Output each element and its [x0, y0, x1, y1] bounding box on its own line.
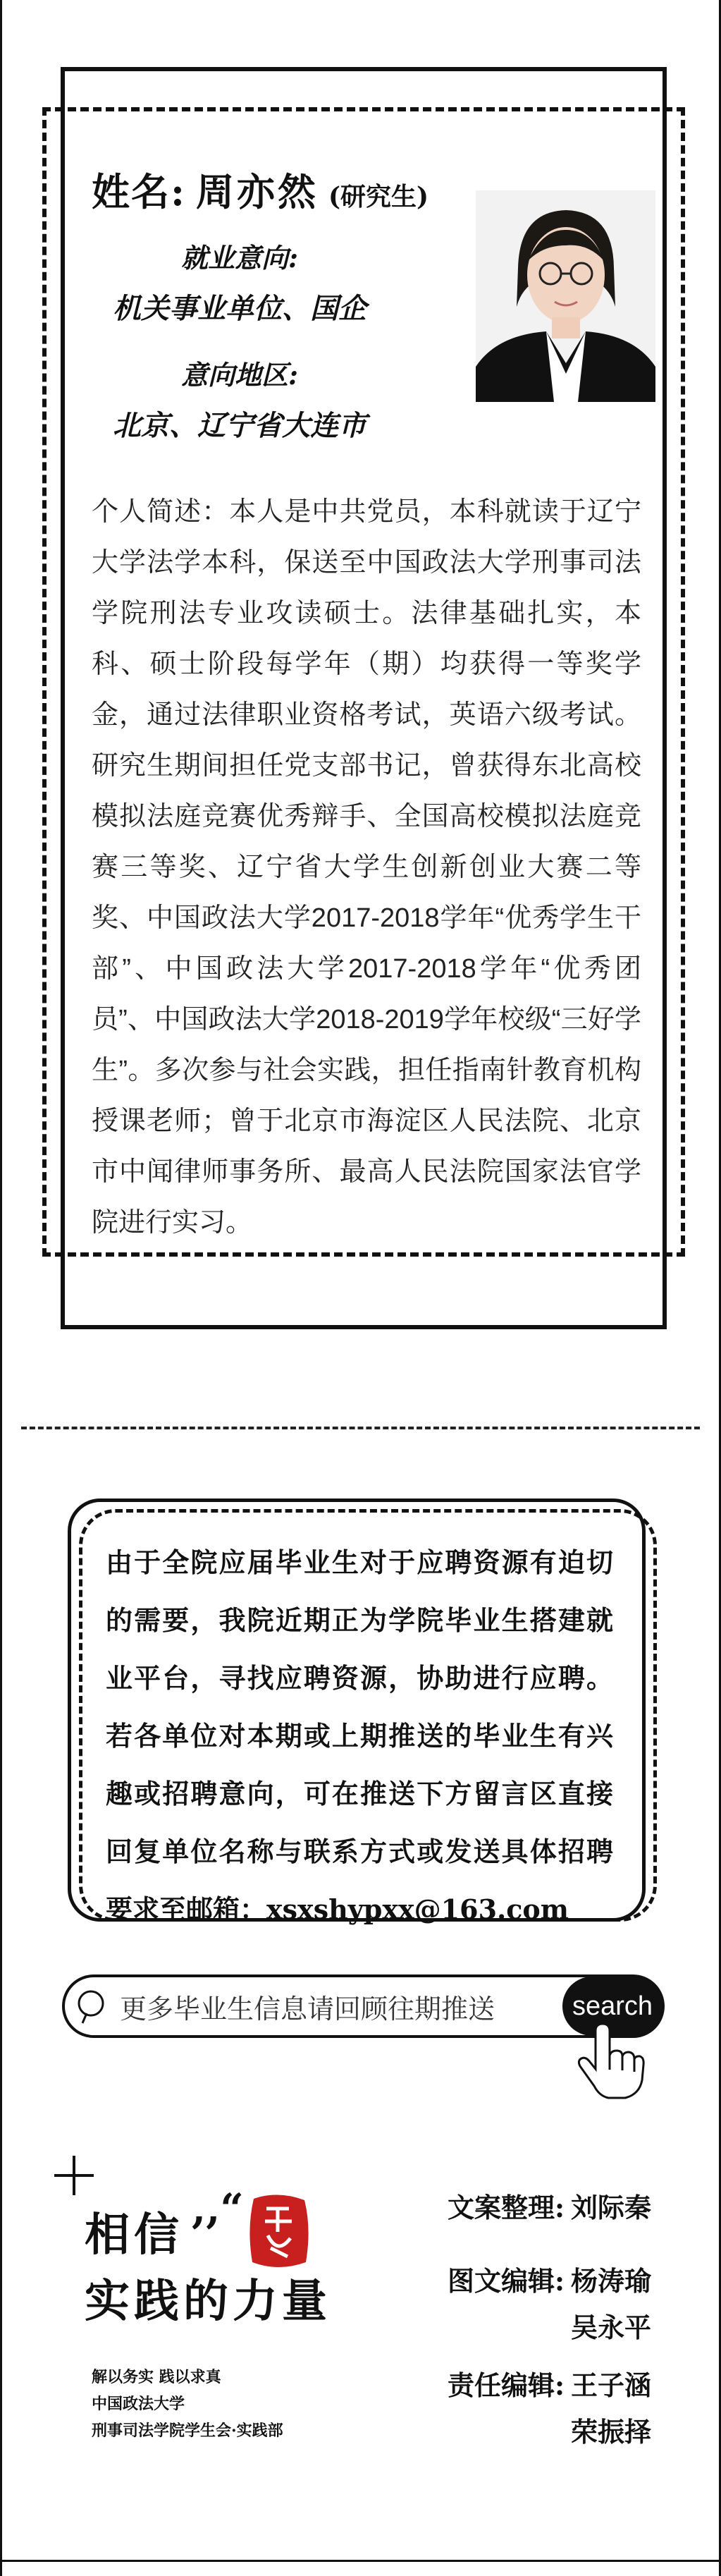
motto-line-1: 相信	[85, 2209, 183, 2261]
department-line-3: 刑事司法学院学生会·实践部	[92, 2422, 283, 2440]
search-icon	[73, 1986, 112, 2026]
motto-quote-mark: ,,“	[192, 2185, 244, 2233]
credit-row-layout	[448, 2259, 651, 2298]
credit-name: 吴永平	[571, 2312, 652, 2343]
bio-paragraph: 个人简述：本人是中共党员，本科就读于辽宁大学法学本科，保送至中国政法大学刑事司法学院刑法专业攻读硕士。法律基础扎实，本科、硕士阶段每学年（期）均获得一等奖学金，通过法律职业资格考试，英语六级考试。研究生期间担任党支部书记，曾获得东北高校模拟法庭竞赛优秀辩手、全国高校模拟法庭竞赛三等奖、辽宁省大学生创新创业大赛二等奖、中国政法大学2017-2018学年“优秀学生干部”、中国政法大学2017-2018学年“优秀团员”、中国政法大学2018-2019学年校级“三好学生”。多次参与社会实践，担任指南针教育机构授课老师；曾于北京市海淀区人民法院、北京市中闻律师事务所、最高人民法院国家法官学院进行实习。	[92, 497, 641, 1238]
credit-role: 文案整理:	[448, 2192, 565, 2223]
motto-line-2: 实践的力量	[85, 2275, 331, 2328]
region-label: 意向地区:	[180, 359, 299, 391]
credit-role: 图文编辑:	[448, 2265, 565, 2297]
name-label: 姓名:	[92, 169, 186, 214]
intent-block	[92, 236, 388, 470]
department-line-1: 解以务实 践以求真	[92, 2368, 221, 2386]
red-seal-icon	[247, 2193, 310, 2269]
search-button[interactable]: search	[562, 1977, 663, 2036]
notice-text: 由于全院应届毕业生对于应聘资源有迫切的需要，我院近期正为学院毕业生搭建就业平台，寻找应聘资源，协助进行应聘。若各单位对本期或上期推送的毕业生有兴趣或招聘意向，可在推送下方留言区直接回复单位名称与联系方式或发送具体招聘要求至邮箱：xsxshypxx@163.com	[106, 1546, 613, 1925]
name-line	[92, 162, 429, 216]
credit-row-editor	[448, 2364, 651, 2403]
credit-role: 责任编辑:	[448, 2369, 565, 2401]
credit-name: 刘际秦	[571, 2192, 652, 2223]
name-value: 周亦然	[195, 169, 319, 214]
credit-name: 荣振择	[571, 2416, 652, 2448]
credit-name: 王子涵	[571, 2369, 652, 2401]
credit-name: 杨涛瑜	[571, 2265, 652, 2297]
search-input[interactable]: 更多毕业生信息请回顾往期推送	[120, 1995, 495, 2025]
name-note: (研究生)	[328, 182, 429, 212]
credit-row-editor-2	[571, 2410, 651, 2449]
left-border-line	[0, 0, 2, 2576]
department-lines	[92, 2364, 283, 2444]
credit-row-copy	[448, 2186, 651, 2225]
profile-photo	[476, 190, 655, 402]
profile-card	[92, 148, 641, 1248]
plus-icon	[53, 2154, 95, 2197]
intent-label: 就业意向:	[180, 242, 299, 274]
bottom-border-line	[0, 2560, 721, 2562]
credit-row-layout-2	[571, 2306, 651, 2345]
intent-value: 机关事业单位、国企	[113, 292, 366, 325]
hand-cursor-icon	[574, 2024, 645, 2101]
section-separator	[21, 1427, 700, 1429]
region-value: 北京、辽宁省大连市	[113, 409, 366, 442]
department-line-2: 中国政法大学	[92, 2395, 185, 2413]
